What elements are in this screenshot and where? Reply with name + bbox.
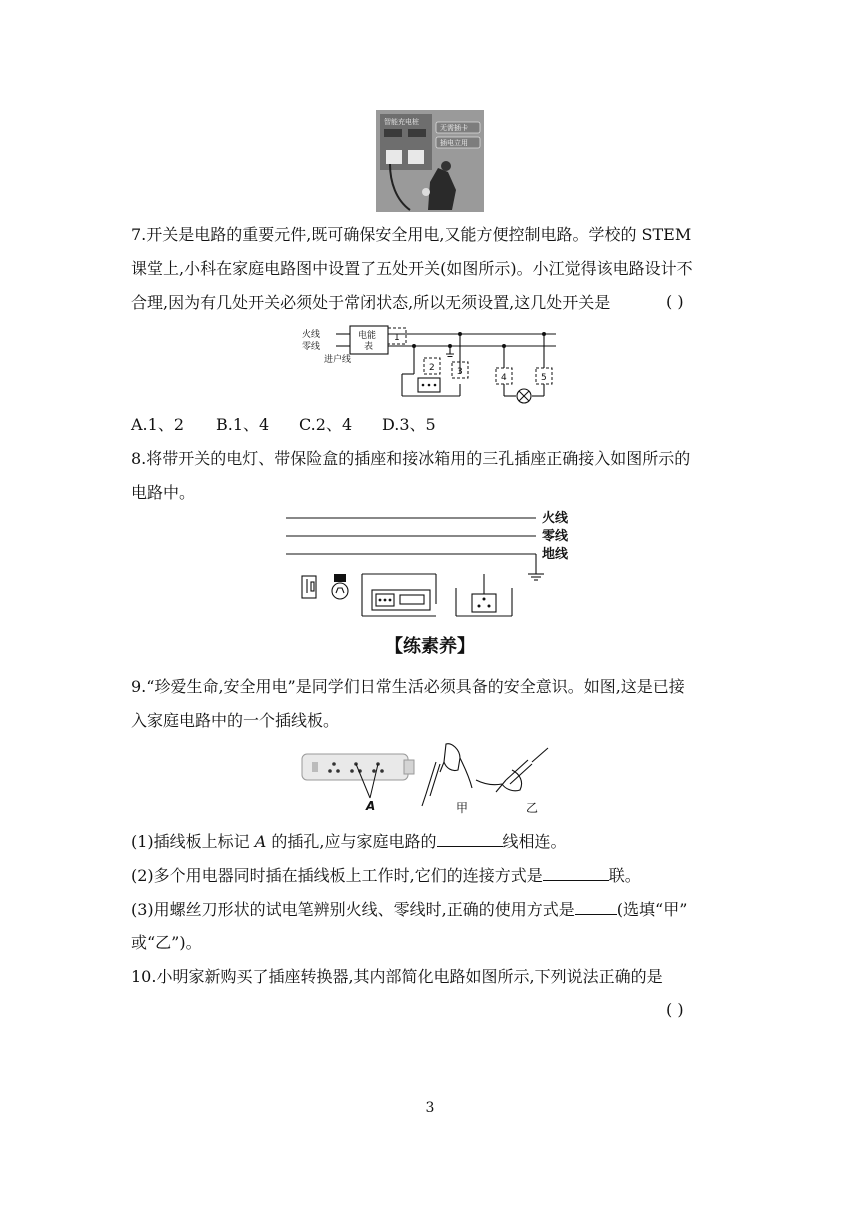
q7-circuit-diagram: [298, 318, 562, 408]
q9-sub2-prefix: (2)多个用电器同时插在插线板上工作时,它们的连接方式是: [131, 866, 543, 885]
q8-neutral-wire-label: 零线: [542, 529, 569, 544]
q7-option-a: A.1、2: [131, 415, 185, 434]
q7-switch-1-label: 1: [394, 333, 400, 343]
q7-switch-5-label: 5: [541, 373, 547, 383]
q7-answer-paren: ( ): [666, 292, 684, 311]
page-number: 3: [425, 1100, 435, 1116]
q8-text-line-2: 电路中。: [131, 483, 196, 502]
q7-text-line-3: 合理,因为有几处开关必须处于常闭状态,所以无须设置,这几处开关是: [131, 293, 611, 312]
q9-sub3-prefix: (3)用螺丝刀形状的试电笔辨别火线、零线时,正确的使用方式是: [131, 900, 575, 919]
q9-text-line-2: 入家庭电路中的一个插线板。: [131, 711, 340, 730]
q9-label-a: A: [366, 799, 376, 813]
q9-sub3: [131, 898, 687, 921]
panel-title: 智能充电桩: [384, 118, 419, 126]
q7-option-c: C.2、4: [299, 415, 353, 434]
q7-circuit-figure: [298, 318, 562, 408]
q7-live-wire-label: 火线: [302, 330, 321, 340]
q9-sub1-a-label: A: [254, 832, 267, 851]
q7-neutral-wire-label: 零线: [302, 342, 321, 352]
q9-sub2: [131, 864, 641, 887]
q9-sub1-suffix: 线相连。: [502, 832, 567, 851]
q8-circuit-figure: [284, 506, 580, 630]
q9-sub2-suffix: 联。: [608, 866, 641, 885]
q7-meter-label-line1: 电能: [358, 331, 377, 341]
q10-answer-paren: ( ): [666, 1000, 684, 1019]
q9-sub1-middle: 的插孔,应与家庭电路的: [266, 832, 437, 851]
q9-label-jia: 甲: [456, 801, 469, 815]
q9-sub3-line-2: 或“乙”)。: [131, 933, 202, 952]
q7-option-d: D.3、5: [382, 415, 436, 434]
q7-switch-2-label: 2: [429, 363, 435, 373]
q8-circuit-diagram: [284, 506, 580, 630]
q10-text: 10.小明家新购买了插座转换器,其内部简化电路如图所示,下列说法正确的是: [131, 967, 663, 986]
q8-ground-wire-label: 地线: [542, 547, 569, 562]
q7-switch-3-label: 3: [457, 367, 463, 377]
q9-sub1-blank[interactable]: [437, 830, 503, 847]
q7-option-b: B.1、4: [216, 415, 270, 434]
q9-sub3-blank[interactable]: [575, 898, 617, 915]
tag-no-card: 无需插卡: [440, 124, 468, 132]
q7-meter-label-line2: 表: [364, 342, 374, 352]
tag-plug-and-use: 插电立用: [440, 139, 468, 147]
q9-text-line-1: 9.“珍爱生命,安全用电”是同学们日常生活必须具备的安全意识。如图,这是已接: [131, 677, 685, 696]
charging-station-figure: [376, 110, 484, 212]
q7-text-line-2: 课堂上,小科在家庭电路图中设置了五处开关(如图所示)。小江觉得该电路设计不: [131, 259, 693, 278]
q9-label-yi: 乙: [526, 801, 539, 815]
q8-live-wire-label: 火线: [542, 511, 569, 526]
q9-power-strip-figure: [300, 740, 556, 818]
q9-power-strip-illustration: [300, 740, 556, 818]
section-title: 【练素养】: [385, 636, 475, 657]
q9-sub2-blank[interactable]: [543, 864, 609, 881]
charging-station-illustration: [376, 110, 484, 212]
q9-sub1: [131, 830, 567, 853]
q8-text-line-1: 8.将带开关的电灯、带保险盒的插座和接冰箱用的三孔插座正确接入如图所示的: [131, 449, 691, 468]
q7-text-line-1: 7.开关是电路的重要元件,既可确保安全用电,又能方便控制电路。学校的 STEM: [131, 225, 692, 244]
q7-switch-4-label: 4: [501, 373, 507, 383]
q9-sub3-suffix: (选填“甲”: [616, 900, 688, 919]
q9-sub1-prefix: (1)插线板上标记: [131, 832, 255, 851]
q7-entry-wire-label: 进户线: [324, 355, 352, 365]
